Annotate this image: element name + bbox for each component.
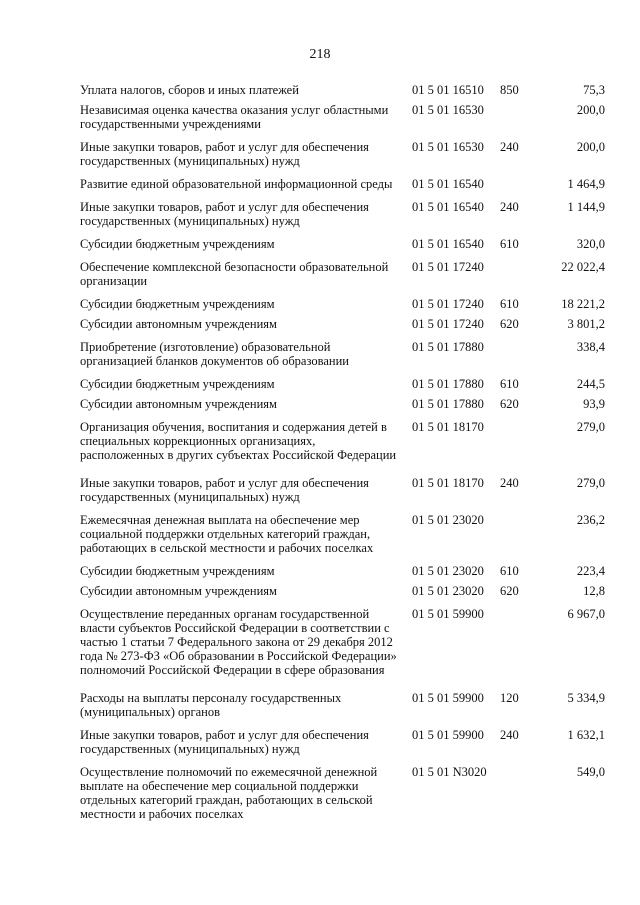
row-amount: 223,4 — [576, 564, 605, 578]
table-row — [80, 83, 605, 97]
row-description: Субсидии бюджетным учреждениям — [80, 564, 275, 578]
table-row — [80, 564, 605, 578]
row-amount: 5 334,9 — [567, 691, 605, 705]
row-description: Развитие единой образовательной информационной среды — [80, 177, 393, 191]
row-amount: 320,0 — [576, 237, 605, 251]
row-amount: 200,0 — [576, 103, 605, 117]
row-target-code: 01 5 01 59900 — [412, 607, 484, 621]
row-amount: 22 022,4 — [561, 260, 605, 274]
row-description: Иные закупки товаров, работ и услуг для обеспечения государственных (муниципальных) нужд — [80, 200, 369, 228]
row-amount: 6 967,0 — [567, 607, 605, 621]
row-amount: 236,2 — [576, 513, 605, 527]
row-amount: 1 632,1 — [567, 728, 605, 742]
row-amount: 200,0 — [576, 140, 605, 154]
table-row — [80, 237, 605, 251]
row-target-code: 01 5 01 17880 — [412, 397, 484, 411]
table-row — [80, 103, 605, 131]
row-amount: 1 144,9 — [567, 200, 605, 214]
row-expense-type: 620 — [500, 584, 519, 598]
row-target-code: 01 5 01 16510 — [412, 83, 484, 97]
row-amount: 244,5 — [576, 377, 605, 391]
row-target-code: 01 5 01 16540 — [412, 177, 484, 191]
row-expense-type: 620 — [500, 397, 519, 411]
row-description: Иные закупки товаров, работ и услуг для обеспечения государственных (муниципальных) нужд — [80, 140, 369, 168]
table-row — [80, 607, 605, 677]
row-expense-type: 240 — [500, 140, 519, 154]
row-amount: 279,0 — [576, 476, 605, 490]
row-amount: 338,4 — [576, 340, 605, 354]
table-row — [80, 397, 605, 411]
row-amount: 1 464,9 — [567, 177, 605, 191]
row-description: Приобретение (изготовление) образовательной организацией бланков документов об образовании — [80, 340, 349, 368]
table-row — [80, 476, 605, 504]
row-amount: 12,8 — [583, 584, 605, 598]
table-row — [80, 377, 605, 391]
row-expense-type: 240 — [500, 728, 519, 742]
row-target-code: 01 5 01 59900 — [412, 728, 484, 742]
row-amount: 75,3 — [583, 83, 605, 97]
budget-table — [80, 83, 605, 821]
row-target-code: 01 5 01 17240 — [412, 317, 484, 331]
row-target-code: 01 5 01 23020 — [412, 513, 484, 527]
row-description: Расходы на выплаты персоналу государственных (муниципальных) органов — [80, 691, 342, 719]
row-description: Субсидии бюджетным учреждениям — [80, 377, 275, 391]
table-row — [80, 260, 605, 288]
row-target-code: 01 5 01 N3020 — [412, 765, 487, 779]
row-target-code: 01 5 01 17240 — [412, 260, 484, 274]
table-row — [80, 420, 605, 462]
row-description: Субсидии автономным учреждениям — [80, 397, 277, 411]
row-description: Ежемесячная денежная выплата на обеспечение мер социальной поддержки отдельных категорий граждан, работающих в сельской местности и рабочих поселках — [80, 513, 374, 555]
table-row — [80, 340, 605, 368]
row-expense-type: 620 — [500, 317, 519, 331]
table-row — [80, 765, 605, 821]
row-expense-type: 610 — [500, 564, 519, 578]
row-target-code: 01 5 01 59900 — [412, 691, 484, 705]
row-expense-type: 120 — [500, 691, 519, 705]
table-row — [80, 177, 605, 191]
row-target-code: 01 5 01 23020 — [412, 564, 484, 578]
table-row — [80, 200, 605, 228]
row-description: Осуществление полномочий по ежемесячной денежной выплате на обеспечение мер социальной поддержки отдельных категорий граждан, работающих в сельской местности и рабочих поселках — [80, 765, 378, 821]
row-target-code: 01 5 01 18170 — [412, 476, 484, 490]
row-expense-type: 610 — [500, 377, 519, 391]
row-description: Иные закупки товаров, работ и услуг для обеспечения государственных (муниципальных) нужд — [80, 476, 369, 504]
row-target-code: 01 5 01 23020 — [412, 584, 484, 598]
row-description: Обеспечение комплексной безопасности образовательной организации — [80, 260, 389, 288]
page-number: 218 — [309, 47, 331, 62]
row-description: Субсидии бюджетным учреждениям — [80, 237, 275, 251]
row-expense-type: 240 — [500, 476, 519, 490]
row-description: Иные закупки товаров, работ и услуг для обеспечения государственных (муниципальных) нужд — [80, 728, 369, 756]
table-row — [80, 728, 605, 756]
row-description: Уплата налогов, сборов и иных платежей — [80, 83, 299, 97]
row-expense-type: 610 — [500, 297, 519, 311]
row-amount: 3 801,2 — [567, 317, 605, 331]
row-amount: 549,0 — [576, 765, 605, 779]
table-row — [80, 140, 605, 168]
table-row — [80, 691, 605, 719]
row-amount: 18 221,2 — [561, 297, 605, 311]
row-target-code: 01 5 01 16530 — [412, 103, 484, 117]
row-target-code: 01 5 01 17240 — [412, 297, 484, 311]
row-expense-type: 610 — [500, 237, 519, 251]
table-row — [80, 297, 605, 311]
row-target-code: 01 5 01 17880 — [412, 377, 484, 391]
row-description: Субсидии бюджетным учреждениям — [80, 297, 275, 311]
row-target-code: 01 5 01 16540 — [412, 237, 484, 251]
table-row — [80, 513, 605, 555]
row-description: Организация обучения, воспитания и содержания детей в специальных коррекционных организациях, расположенных в других субъектах Российской Федерации — [80, 420, 397, 462]
row-description: Осуществление переданных органам государственной власти субъектов Российской Федерации в соответствии с частью 1 статьи 7 Федерального закона от 29 декабря 2012 года № 273-ФЗ «Об образовании в Российской Федерации» полномочий Российской Федерации в сфере образования — [80, 607, 397, 677]
table-row — [80, 584, 605, 598]
row-amount: 93,9 — [583, 397, 605, 411]
row-expense-type: 240 — [500, 200, 519, 214]
row-target-code: 01 5 01 16530 — [412, 140, 484, 154]
row-amount: 279,0 — [576, 420, 605, 434]
row-description: Субсидии автономным учреждениям — [80, 317, 277, 331]
row-target-code: 01 5 01 16540 — [412, 200, 484, 214]
table-row — [80, 317, 605, 331]
row-expense-type: 850 — [500, 83, 519, 97]
row-description: Субсидии автономным учреждениям — [80, 584, 277, 598]
row-target-code: 01 5 01 17880 — [412, 340, 484, 354]
row-description: Независимая оценка качества оказания услуг областными государственными учреждениями — [80, 103, 389, 131]
row-target-code: 01 5 01 18170 — [412, 420, 484, 434]
